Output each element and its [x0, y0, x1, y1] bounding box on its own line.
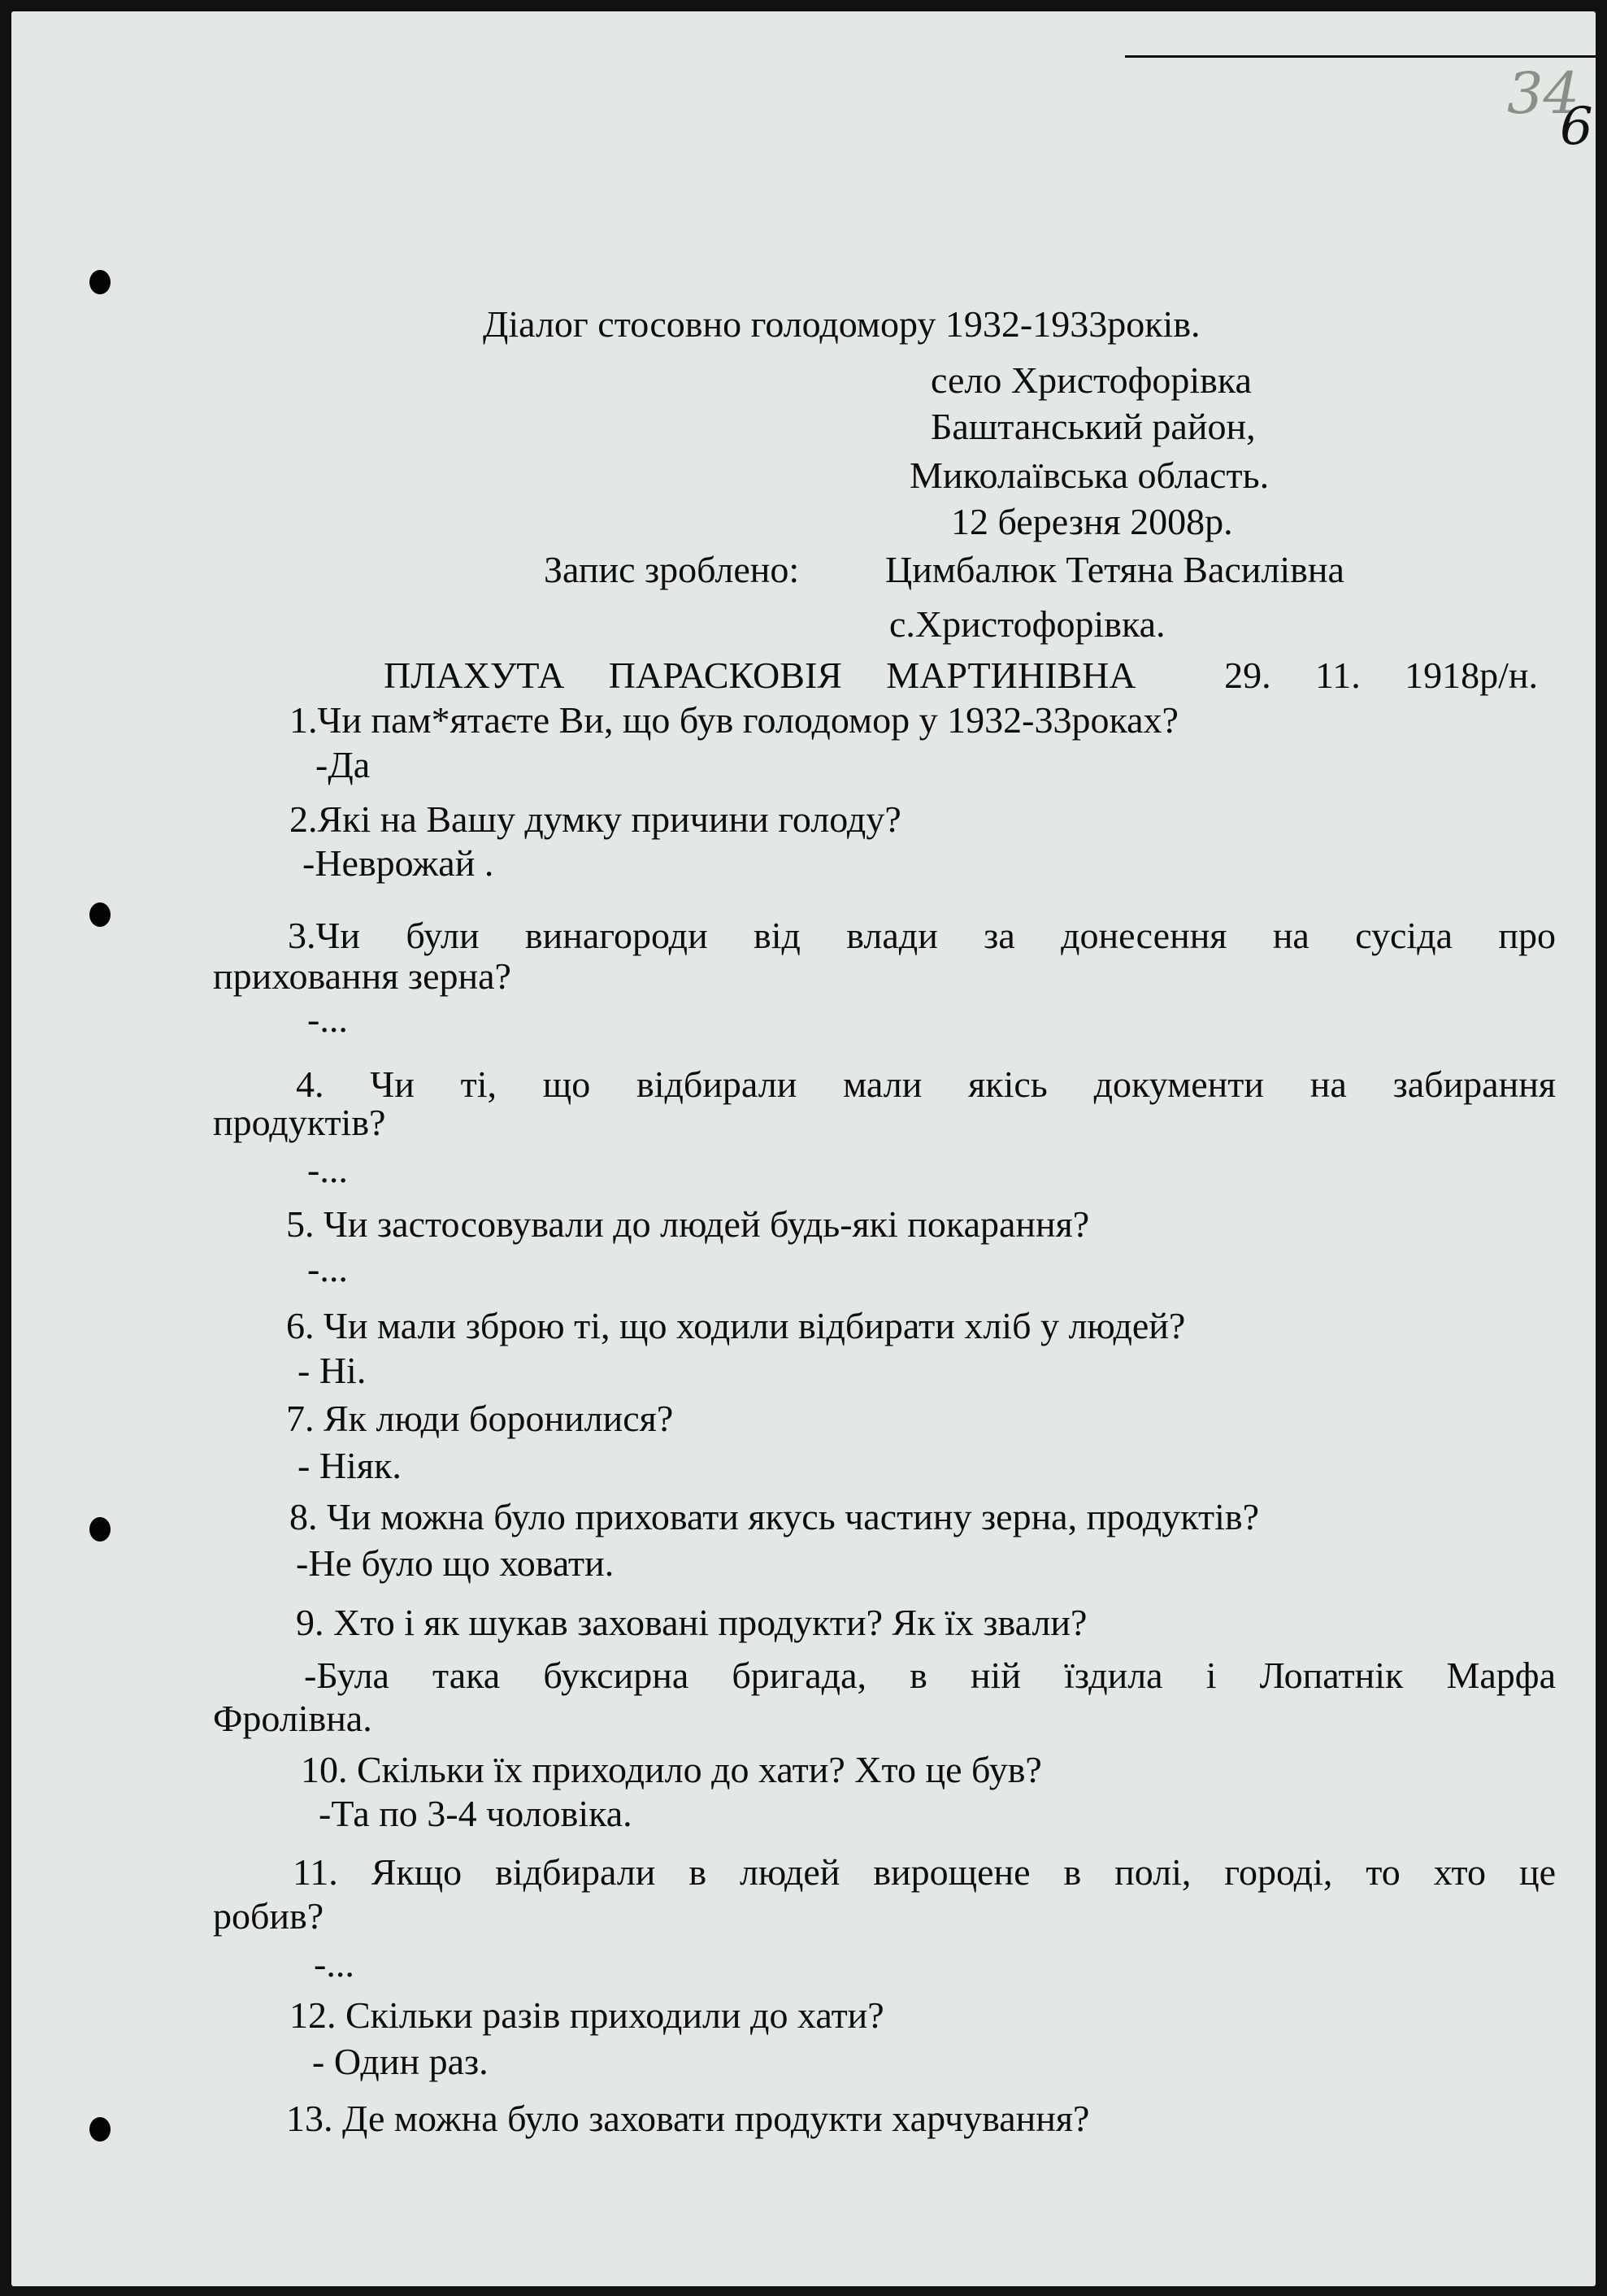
question: 10. Скільки їх приходило до хати? Хто це був? [301, 1749, 1042, 1790]
question: 13. Де можна було заховати продукти харчування? [286, 2098, 1090, 2139]
answer: - Ні. [298, 1350, 367, 1391]
top-rule-line [1125, 55, 1596, 58]
answer-continuation: Фролівна. [213, 1698, 372, 1739]
question: 12. Скільки разів приходили до хати? [289, 1994, 884, 2036]
document-title: Діалог стосовно голодомору 1932-1933років. [483, 303, 1201, 345]
question-continuation: робив? [213, 1895, 324, 1937]
question: 11. Якщо відбирали в людей вирощене в полі, городі, то хто це [293, 1851, 1556, 1893]
question: 8. Чи можна було приховати якусь частину зерна, продуктів? [289, 1496, 1260, 1537]
question: 1.Чи пам*ятаєте Ви, що був голодомор у 1932-33роках? [289, 699, 1179, 741]
question: 5. Чи застосовували до людей будь-які покарання? [286, 1203, 1090, 1245]
answer: - Один раз. [312, 2041, 489, 2082]
document-page [11, 11, 1596, 2286]
answer: -... [307, 1149, 348, 1190]
respondent: ПЛАХУТА ПАРАСКОВІЯ МАРТИНІВНА 29. 11. 1918р/н. [384, 654, 1538, 696]
question: 6. Чи мали зброю ті, що ходили відбирати хліб у людей? [286, 1305, 1186, 1346]
answer: -Неврожай . [302, 842, 494, 884]
handwritten-page-number-2: 6 [1560, 97, 1593, 157]
answer: -Не було що ховати. [296, 1542, 615, 1584]
question: 9. Хто і як шукав заховані продукти? Як їх звали? [296, 1602, 1088, 1643]
answer: -... [307, 1248, 348, 1289]
recorded-by: Цимбалюк Тетяна Василівна [885, 549, 1344, 590]
date: 12 березня 2008р. [951, 501, 1233, 542]
punch-hole [89, 902, 111, 927]
answer: - Ніяк. [298, 1445, 402, 1486]
answer: -... [307, 998, 348, 1040]
question-continuation: продуктів? [213, 1102, 386, 1143]
answer: -... [314, 1943, 354, 1985]
question: 3.Чи були винагороди від влади за донесення на сусіда про [288, 915, 1556, 956]
district: Баштанський район, [931, 406, 1256, 447]
handwritten-page-number: 34 [1507, 60, 1580, 127]
answer: -Та по 3-4 чоловіка. [319, 1793, 632, 1834]
village: село Христофорівка [931, 359, 1252, 401]
recorded-label: Запис зроблено: [544, 549, 800, 590]
answer: -Була така буксирна бригада, в ній їздила і Лопатнік Марфа [304, 1655, 1556, 1696]
question: 2.Які на Вашу думку причини голоду? [289, 798, 901, 840]
punch-hole [89, 270, 111, 294]
recorded-place: с.Христофорівка. [889, 603, 1166, 645]
punch-hole [89, 1517, 111, 1542]
region: Миколаївська область. [910, 454, 1270, 496]
answer: -Да [315, 744, 371, 785]
question: 7. Як люди боронилися? [286, 1398, 674, 1439]
question: 4. Чи ті, що відбирали мали якісь документи на забирання [296, 1063, 1556, 1105]
punch-hole [89, 2117, 111, 2142]
question-continuation: приховання зерна? [213, 955, 511, 997]
